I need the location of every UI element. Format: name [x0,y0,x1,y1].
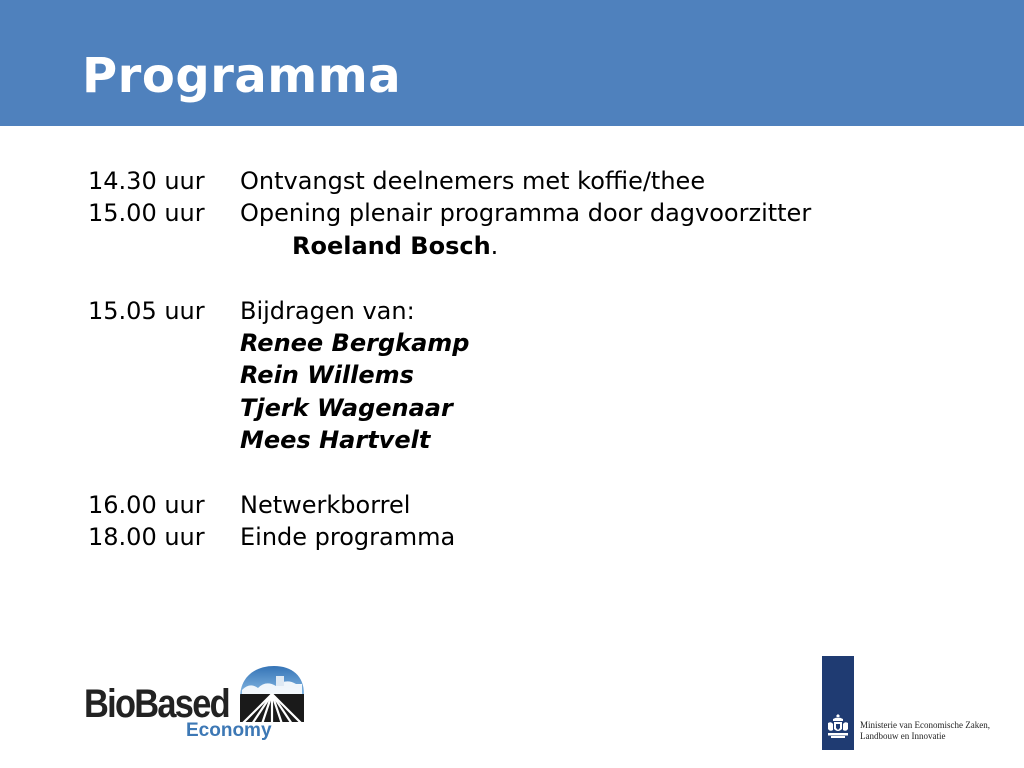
host-name-line [292,230,498,262]
slide-title: Programma [82,48,402,104]
speaker-name: Rein Willems [240,361,414,390]
agenda-time: 15.05 uur [88,296,205,325]
agenda-time: 15.00 uur [88,199,205,228]
agenda-description: Einde programma [240,523,456,552]
agenda-description: Opening plenair programma door dagvoorzitter [240,199,812,228]
agenda-time: 16.00 uur [88,490,205,519]
logo-subtitle: Economy [186,720,272,741]
ministry-name [860,720,990,742]
host-suffix: . [490,231,499,260]
speaker-name: Tjerk Wagenaar [240,393,453,422]
host-name: Roeland Bosch [292,231,491,260]
agenda-description: Netwerkborrel [240,490,411,519]
title-bar [0,0,1024,126]
ministry-name-line1: Ministerie van Economische Zaken, [860,720,990,730]
ministry-name-line2: Landbouw en Innovatie [860,731,946,741]
logo-wordmark: BioBased [84,682,229,726]
agenda-description: Bijdragen van: [240,296,415,325]
speaker-name: Mees Hartvelt [240,426,431,455]
biobased-economy-logo [84,664,306,746]
agenda-time: 14.30 uur [88,167,205,195]
speaker-name: Renee Bergkamp [240,328,470,357]
ministry-logo-bar [822,656,854,750]
royal-crest-icon [825,714,851,740]
agenda-description: Ontvangst deelnemers met koffie/thee [240,167,706,195]
field-landscape-icon [236,664,306,726]
agenda-time: 18.00 uur [88,523,205,552]
ministry-logo [822,656,1022,750]
